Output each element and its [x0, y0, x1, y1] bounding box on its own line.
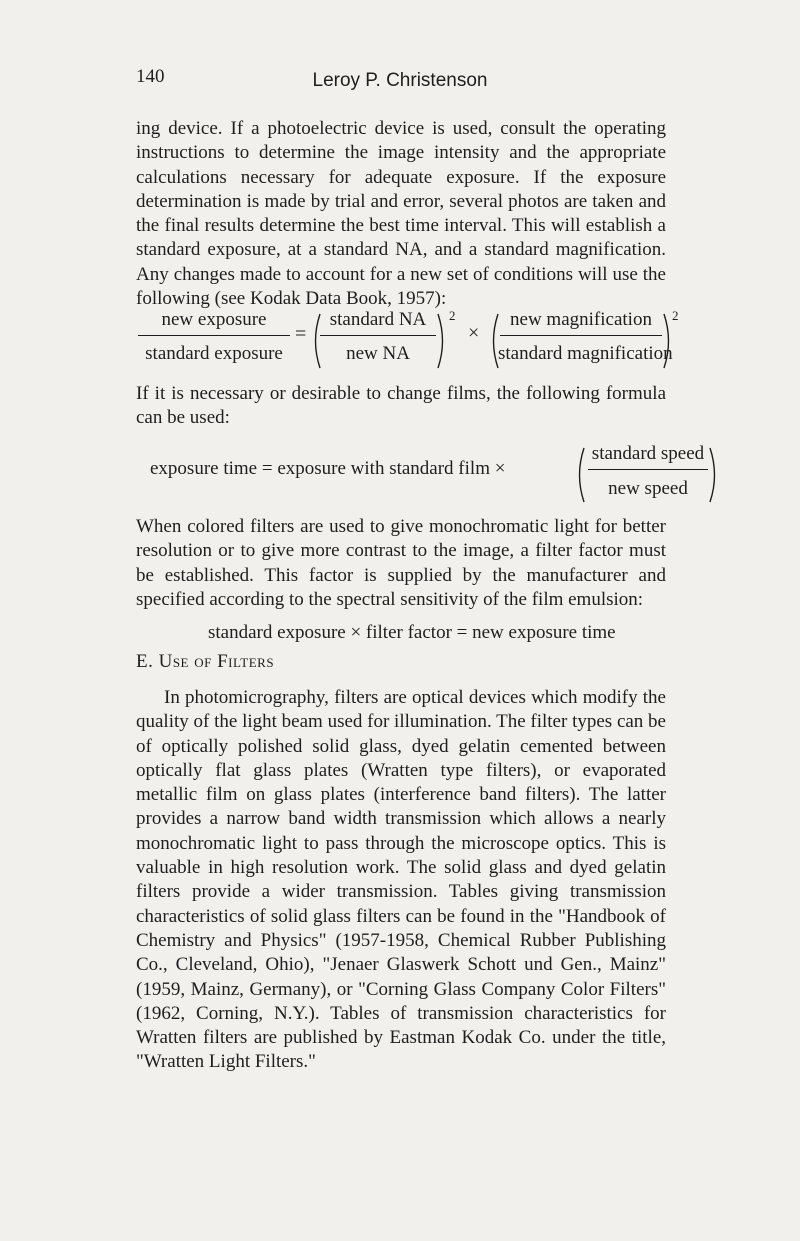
running-head: Leroy P. Christenson	[312, 70, 488, 91]
right-paren-1	[436, 312, 450, 370]
section-letter: E.	[136, 651, 154, 672]
paragraph-1: ing device. If a photoelectric device is used, consult the operating instructions to determine the image intensity and the appropriate calculations necessary for adequate exposure. If the exposure determination is made by trial and error, several photos are taken and the final results determine the best time interval. This will establish a standard exposure, at a standard NA, and a standard magnification. Any changes made to account for a new set of conditions will use the following (see Kodak Data Book, 1957):	[136, 118, 666, 310]
lhs-fraction-bar	[138, 335, 290, 336]
na-denominator: new NA	[346, 343, 410, 364]
paragraph-3: When colored filters are used to give monochromatic light for better resolution or to give more contrast to the image, a filter factor must be established. This factor is supplied by the manufacturer and specified according to the spectral sensitivity of the film emulsion:	[136, 516, 666, 610]
mag-fraction-bar	[500, 335, 662, 336]
section-title: Use of Filters	[158, 651, 275, 672]
mag-denominator: standard magnification	[498, 343, 673, 364]
page-number: 140	[136, 66, 165, 87]
times-sign: ×	[468, 322, 480, 344]
section-heading	[136, 651, 274, 673]
exponent-1: 2	[449, 308, 456, 323]
speed-numerator: standard speed	[591, 443, 705, 464]
na-fraction-bar	[320, 335, 436, 336]
na-numerator: standard NA	[329, 309, 427, 330]
paragraph-4: In photomicrography, filters are optical devices which modify the quality of the light beam used for illumination. The filter types can be of optically polished solid glass, dyed gelatin cemented between optically flat glass plates (Wratten type filters), or evaporated metallic film on glass plates (interference band filters). The latter provides a narrow band width transmission which allows a nearly monochromatic light to pass through the microscope optics. This is valuable in high resolution work. The solid glass and dyed gelatin filters provide a wider transmission. Tables giving transmission characteristics of solid glass filters can be found in the "Handbook of Chemistry and Physics" (1957-1958, Chemical Rubber Publishing Co., Cleveland, Ohio), "Jenaer Glaswerk Schott und Gen., Mainz" (1959, Mainz, Germany), or "Corning Glass Company Color Filters" (1962, Corning, N.Y.). Tables of transmission characteristics for Wratten filters are published by Eastman Kodak Co. under the title, "Wratten Light Filters."	[136, 687, 666, 1073]
formula-filter-factor: standard exposure × filter factor = new exposure time	[208, 622, 616, 643]
right-paren-3	[708, 446, 722, 504]
lhs-numerator: new exposure	[161, 309, 267, 330]
speed-fraction-bar	[588, 469, 708, 470]
equals-sign: =	[295, 323, 307, 345]
speed-denominator: new speed	[608, 478, 688, 499]
film-formula-lhs: exposure time = exposure with standard film ×	[150, 458, 506, 479]
mag-numerator: new magnification	[510, 309, 652, 330]
exponent-2: 2	[672, 308, 679, 323]
paragraph-2: If it is necessary or desirable to change films, the following formula can be used:	[136, 383, 666, 429]
lhs-denominator: standard exposure	[145, 343, 283, 364]
